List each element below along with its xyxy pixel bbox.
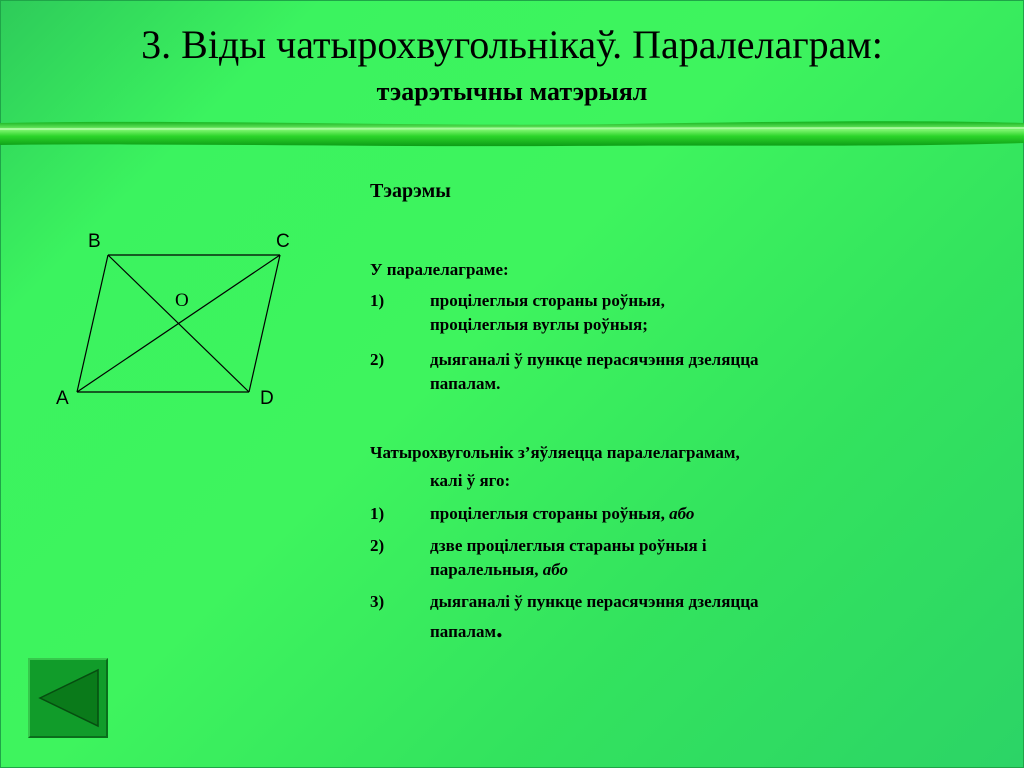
criteria-intro-cont: калі ў яго: xyxy=(430,471,511,490)
list-text: дзве процілеглыя стараны роўныя і паралельныя, або xyxy=(430,536,707,579)
side-cd xyxy=(249,255,280,392)
vertex-c-label: C xyxy=(276,231,290,252)
list-number: 1) xyxy=(370,291,385,310)
vertex-a-label: A xyxy=(56,388,69,409)
slide-title: 3. Віды чатырохвугольнікаў. Паралелаграм: xyxy=(141,22,883,67)
properties-intro: У паралелаграме: xyxy=(370,260,509,279)
list-text: дыяганалі ў пункце перасячэння дзеляцца папалам. xyxy=(430,592,759,643)
diagonal-bd xyxy=(108,255,249,392)
vertex-d-label: D xyxy=(260,388,274,409)
list-text: дыяганалі ў пункце перасячэння дзеляцца папалам. xyxy=(430,350,759,393)
slide-subtitle: тэарэтычны матэрыял xyxy=(376,77,648,106)
center-o-label: O xyxy=(175,290,189,311)
list-number: 1) xyxy=(370,504,385,523)
side-ab xyxy=(77,255,108,392)
parallelogram-diagram xyxy=(50,225,310,415)
conjunction: або xyxy=(669,504,695,523)
criteria-intro: Чатырохвугольнік з’яўляецца паралелаграмам, xyxy=(370,443,740,462)
list-text: процілеглыя стораны роўныя, процілеглыя вуглы роўныя; xyxy=(430,291,665,334)
back-button[interactable] xyxy=(28,658,108,738)
list-number: 2) xyxy=(370,536,385,555)
triangle-left-icon xyxy=(30,660,106,736)
vertex-b-label: B xyxy=(88,231,101,252)
list-text: процілеглыя стораны роўныя, або xyxy=(430,504,695,523)
theorems-heading: Тэарэмы xyxy=(370,180,451,202)
list-number: 3) xyxy=(370,592,385,611)
conjunction: або xyxy=(542,560,569,579)
end-dot: . xyxy=(496,614,503,643)
list-number: 2) xyxy=(370,350,385,369)
divider-band xyxy=(0,117,1024,151)
